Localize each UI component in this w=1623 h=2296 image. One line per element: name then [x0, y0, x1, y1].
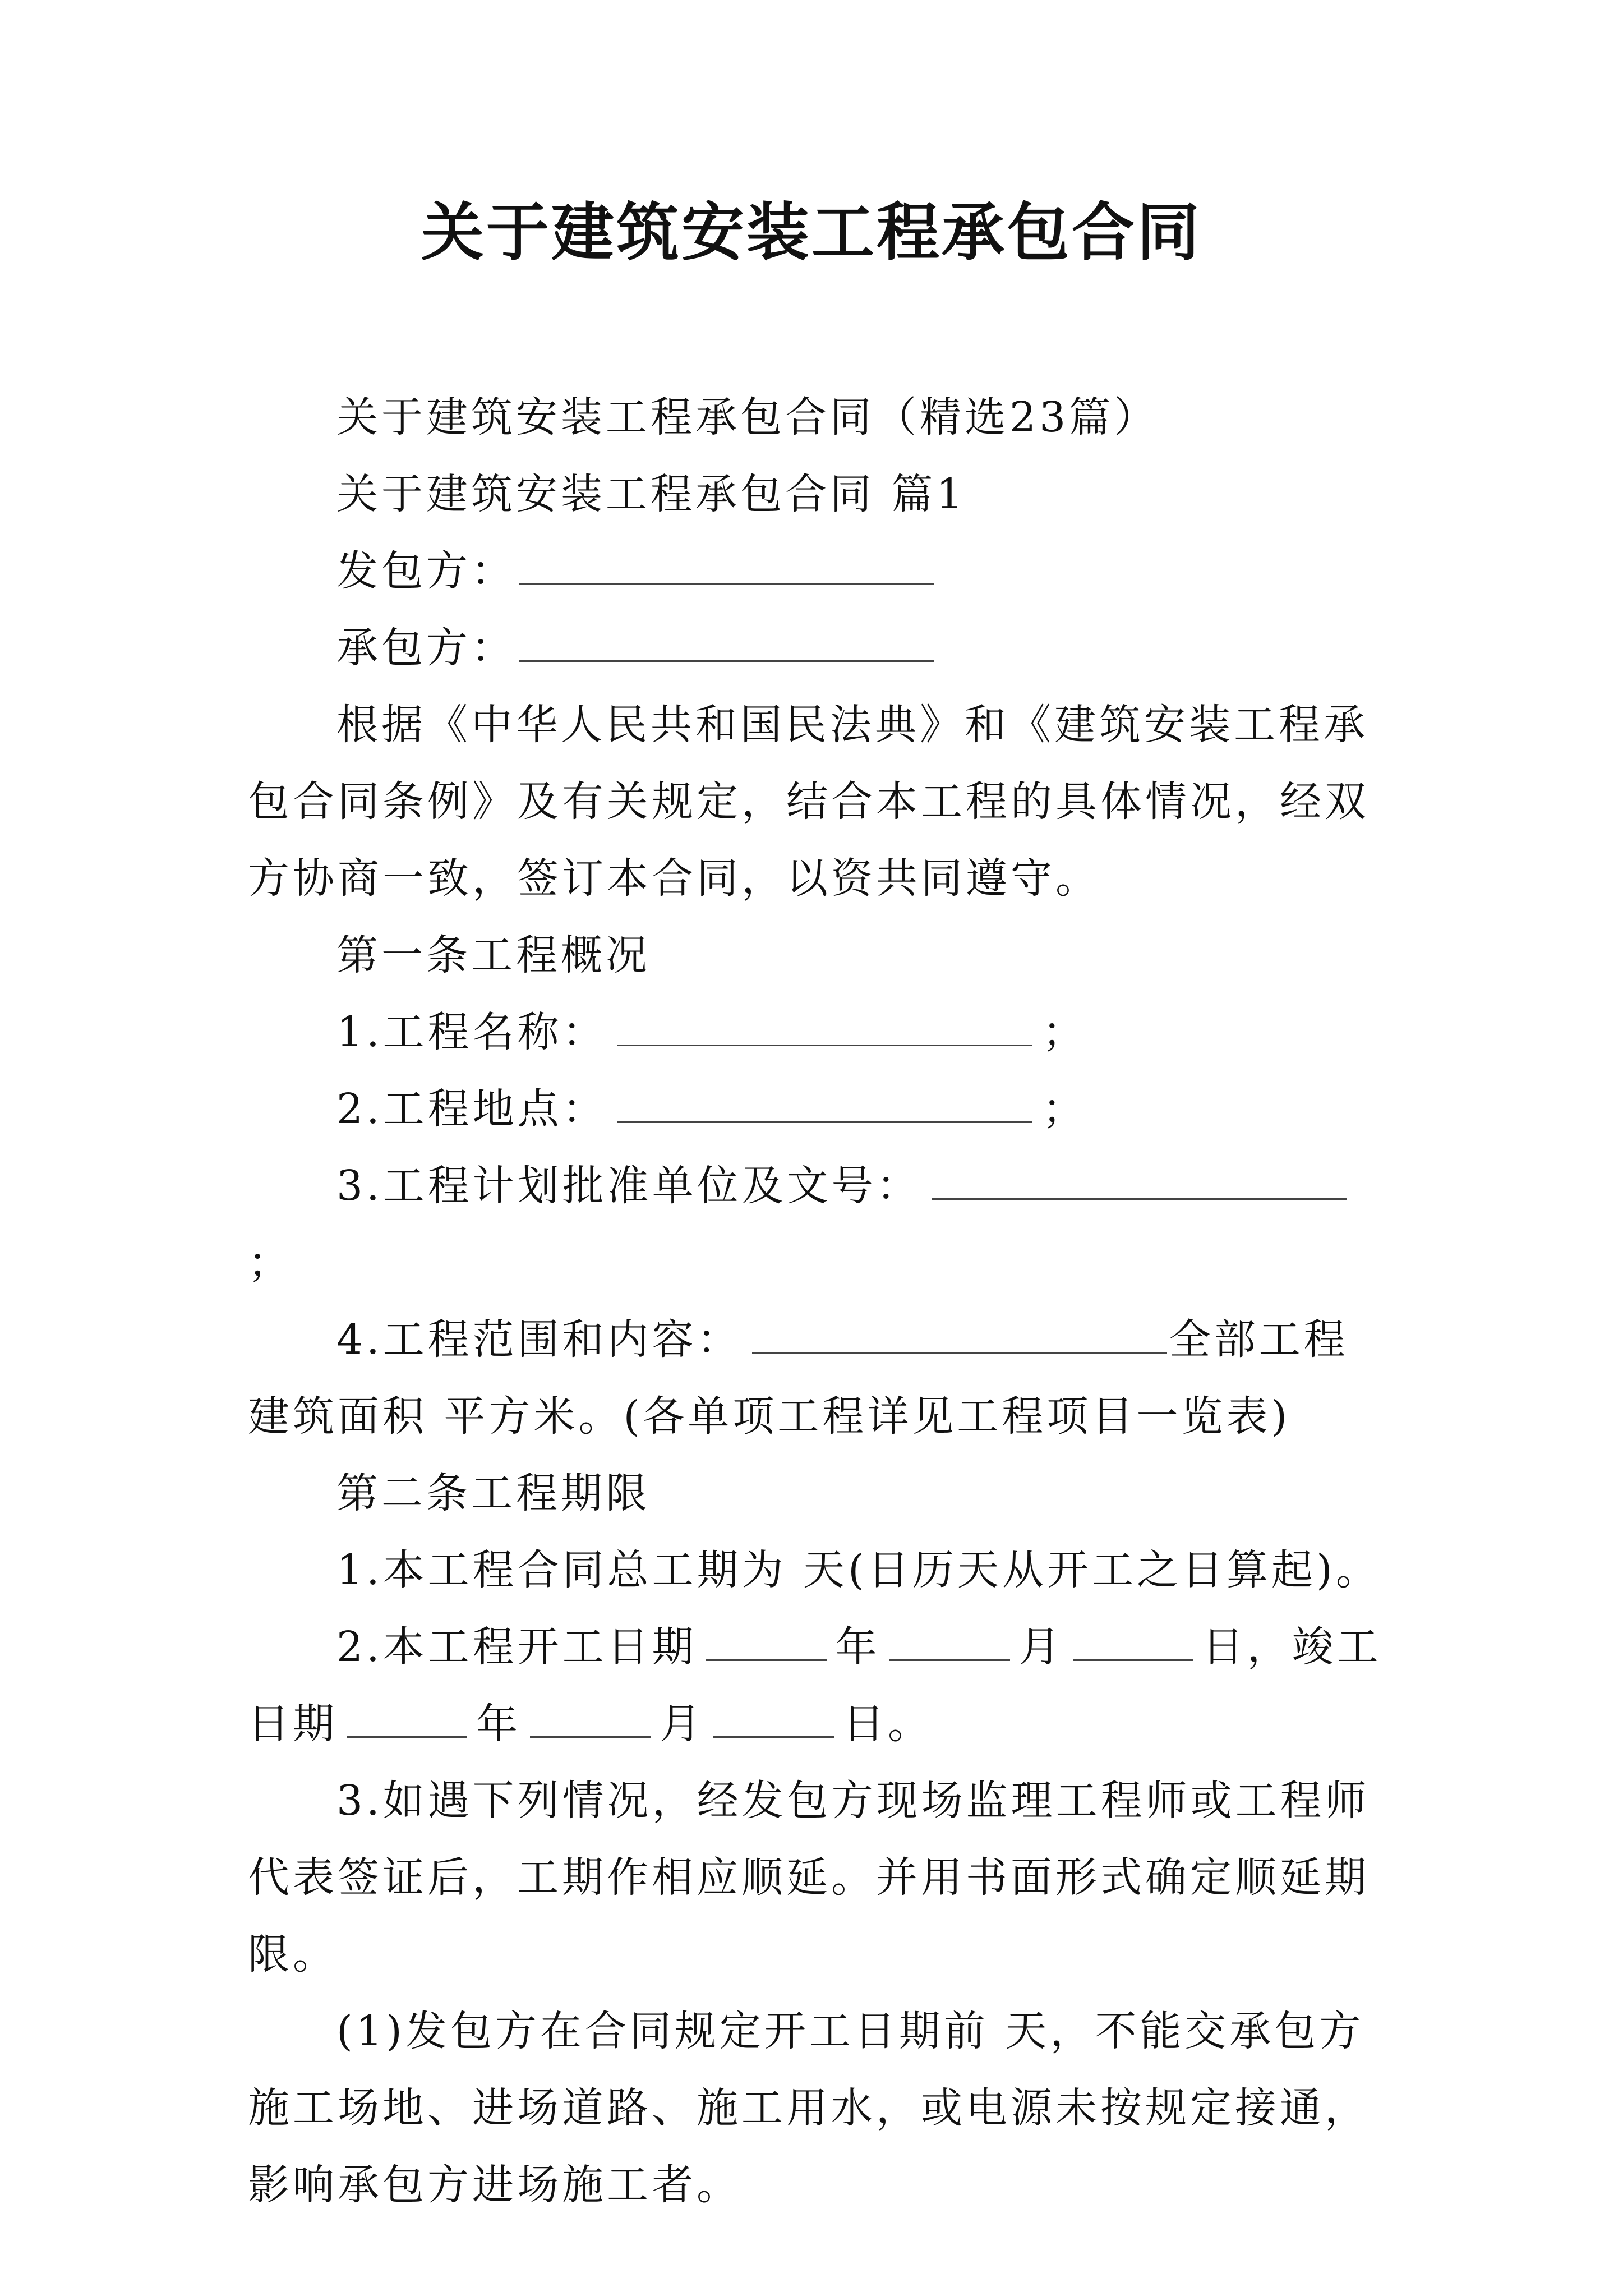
term-2-start: 2.本工程开工日期 — [336, 1623, 697, 1671]
term-3-paragraph: 3.如遇下列情况，经发包方现场监理工程师或工程师代表签证后，工期作相应顺延。并用书面形式确定顺延期限。 — [248, 1777, 1370, 1978]
start-day-completion-label: 日，竣工日期 — [248, 1623, 1382, 1748]
end-year-blank — [347, 1703, 467, 1738]
start-month-blank — [889, 1626, 1010, 1661]
article-2-heading: 第二条工程期限 — [336, 1469, 651, 1517]
article-1-heading: 第一条工程概况 — [336, 931, 651, 979]
party-a-label: 发包方： — [336, 547, 516, 595]
party-b-blank — [519, 627, 934, 662]
preamble-paragraph: 根据《中华人民共和国民法典》和《建筑安装工程承包合同条例》及有关规定，结合本工程的具体情况，经双方协商一致，签订本合同，以资共同遵守。 — [248, 701, 1370, 903]
item-1-end: ； — [1042, 1008, 1087, 1056]
item-4-blank — [752, 1318, 1167, 1354]
party-a-blank — [519, 550, 934, 585]
start-year-label: 年 — [835, 1623, 880, 1671]
party-b-line — [248, 610, 1386, 687]
item-2-label: 2.工程地点： — [336, 1085, 607, 1133]
start-month-label: 月 — [1018, 1623, 1064, 1671]
item-4-tail: 全部工程建筑面积 平方米。(各单项工程详见工程项目一览表) — [248, 1315, 1349, 1441]
item-1-blank — [617, 1011, 1032, 1046]
chapter-heading: 关于建筑安装工程承包合同 篇1 — [336, 470, 966, 518]
end-year-label: 年 — [476, 1700, 521, 1748]
item-4-label: 4.工程范围和内容： — [336, 1315, 742, 1364]
end-day-blank — [713, 1703, 834, 1738]
item-4-paragraph — [248, 1301, 1386, 1455]
start-year-blank — [706, 1626, 827, 1661]
item-3-label: 3.工程计划批准单位及文号： — [336, 1162, 921, 1210]
party-b-label: 承包方： — [336, 624, 516, 672]
item-3-line — [248, 1148, 1386, 1301]
document-body — [248, 379, 1386, 2224]
item-1-label: 1.工程名称： — [336, 1008, 607, 1056]
end-month-label: 月 — [660, 1700, 704, 1748]
item-3-end: ； — [248, 1239, 293, 1287]
item-2-line — [248, 1071, 1386, 1148]
party-a-line — [248, 533, 1386, 610]
item-2-blank — [617, 1088, 1032, 1123]
subtitle: 关于建筑安装工程承包合同（精选23篇） — [336, 393, 1159, 441]
item-2-end: ； — [1042, 1085, 1087, 1133]
start-day-blank — [1073, 1626, 1193, 1661]
term-1-paragraph: 1.本工程合同总工期为 天(日历天从开工之日算起)。 — [336, 1546, 1381, 1594]
end-day-label: 日。 — [843, 1700, 933, 1748]
document-title: 关于建筑安装工程承包合同 — [421, 196, 1202, 269]
term-3-1-paragraph: (1)发包方在合同规定开工日期前 天，不能交承包方施工场地、进场道路、施工用水，或电源未按规定接通，影响承包方进场施工者。 — [248, 2007, 1370, 2209]
item-1-line — [248, 994, 1386, 1071]
item-3-blank — [932, 1165, 1347, 1200]
end-month-blank — [530, 1703, 651, 1738]
term-2-paragraph — [248, 1609, 1386, 1763]
